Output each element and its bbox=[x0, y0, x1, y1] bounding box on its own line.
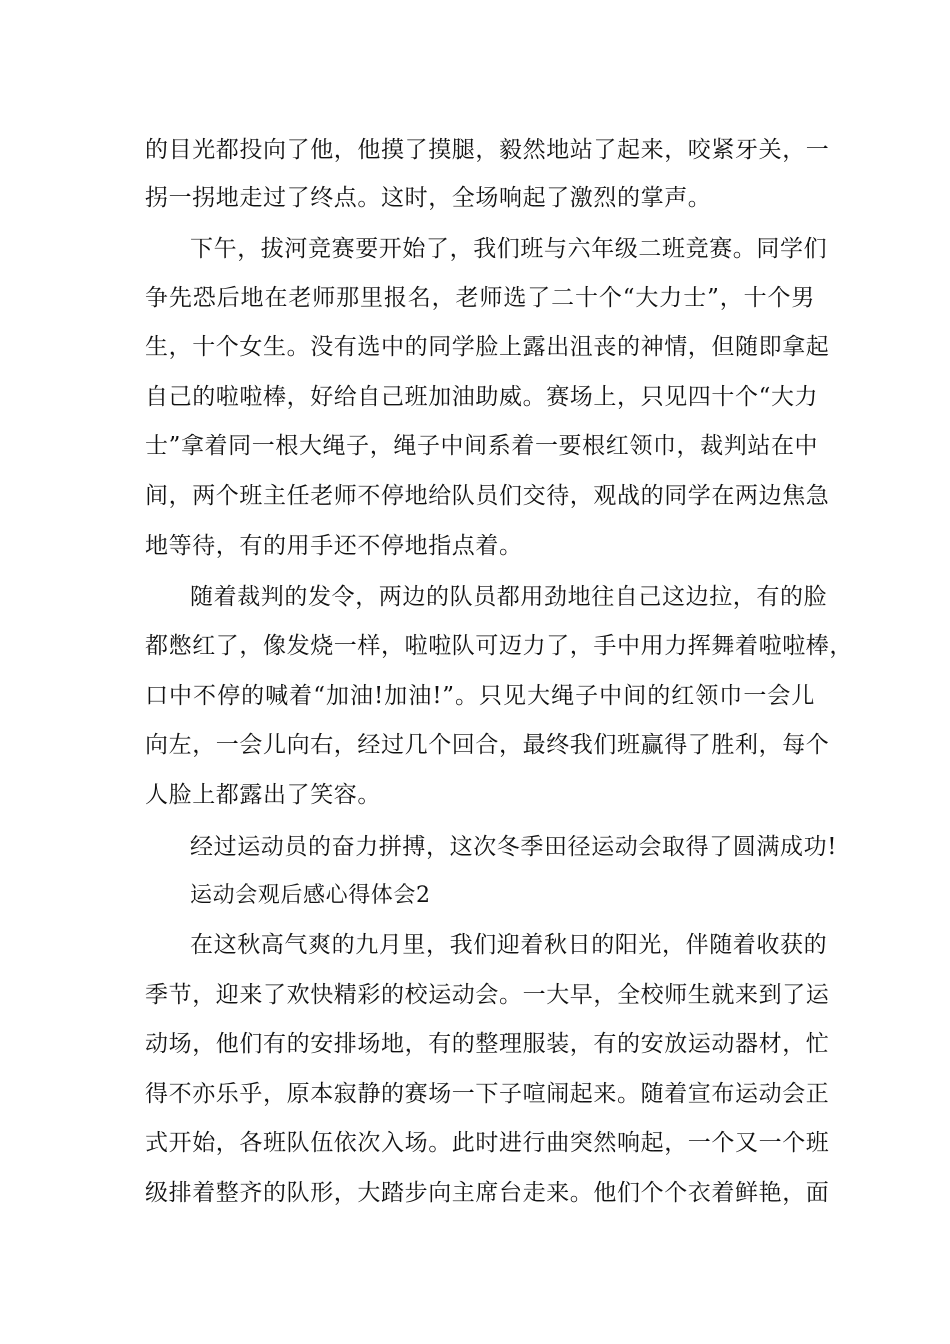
paragraph-line: 级排着整齐的队形，大踏步向主席台走来。他们个个衣着鲜艳，面 bbox=[145, 1180, 830, 1206]
paragraph-line: 地等待，有的用手还不停地指点着。 bbox=[145, 533, 523, 559]
paragraph-line: 争先恐后地在老师那里报名，老师选了二十个“大力士”，十个男 bbox=[145, 285, 815, 311]
paragraph-line: 士”拿着同一根大绳子，绳子中间系着一要根红领巾，裁判站在中 bbox=[145, 433, 819, 459]
paragraph-line: 都憋红了，像发烧一样，啦啦队可迈力了，手中用力挥舞着啦啦棒， bbox=[145, 633, 853, 659]
paragraph-line: 的目光都投向了他，他摸了摸腿，毅然地站了起来，咬紧牙关，一 bbox=[145, 137, 830, 163]
paragraph-line: 人脸上都露出了笑容。 bbox=[145, 782, 381, 808]
paragraph-line: 间，两个班主任老师不停地给队员们交待，观战的同学在两边焦急 bbox=[145, 483, 830, 509]
paragraph-line: 季节，迎来了欢快精彩的校运动会。一大早，全校师生就来到了运 bbox=[145, 982, 830, 1008]
paragraph-line: 式开始，各班队伍依次入场。此时进行曲突然响起，一个又一个班 bbox=[145, 1130, 830, 1156]
paragraph-line: 向左，一会儿向右，经过几个回合，最终我们班赢得了胜利，每个 bbox=[145, 732, 830, 758]
paragraph-line: 在这秋高气爽的九月里，我们迎着秋日的阳光，伴随着收获的 bbox=[190, 932, 828, 958]
section-heading: 运动会观后感心得体会2 bbox=[190, 883, 431, 908]
paragraph-line: 动场，他们有的安排场地，有的整理服装，有的安放运动器材，忙 bbox=[145, 1031, 830, 1057]
paragraph-line: 经过运动员的奋力拼搏，这次冬季田径运动会取得了圆满成功! bbox=[190, 834, 838, 860]
paragraph-line: 生，十个女生。没有选中的同学脸上露出沮丧的神情，但随即拿起 bbox=[145, 334, 830, 360]
paragraph-line: 随着裁判的发令，两边的队员都用劲地往自己这边拉，有的脸 bbox=[190, 584, 828, 610]
paragraph-line: 下午，拔河竞赛要开始了，我们班与六年级二班竞赛。同学们 bbox=[190, 236, 828, 262]
paragraph-line: 拐一拐地走过了终点。这时，全场响起了激烈的掌声。 bbox=[145, 185, 712, 211]
paragraph-line: 自己的啦啦棒，好给自己班加油助威。赛场上，只见四十个“大力 bbox=[145, 384, 819, 410]
paragraph-line: 得不亦乐乎，原本寂静的赛场一下子喧闹起来。随着宣布运动会正 bbox=[145, 1081, 830, 1107]
paragraph-line: 口中不停的喊着“加油!加油!”。只见大绳子中间的红领巾一会儿 bbox=[145, 683, 815, 709]
